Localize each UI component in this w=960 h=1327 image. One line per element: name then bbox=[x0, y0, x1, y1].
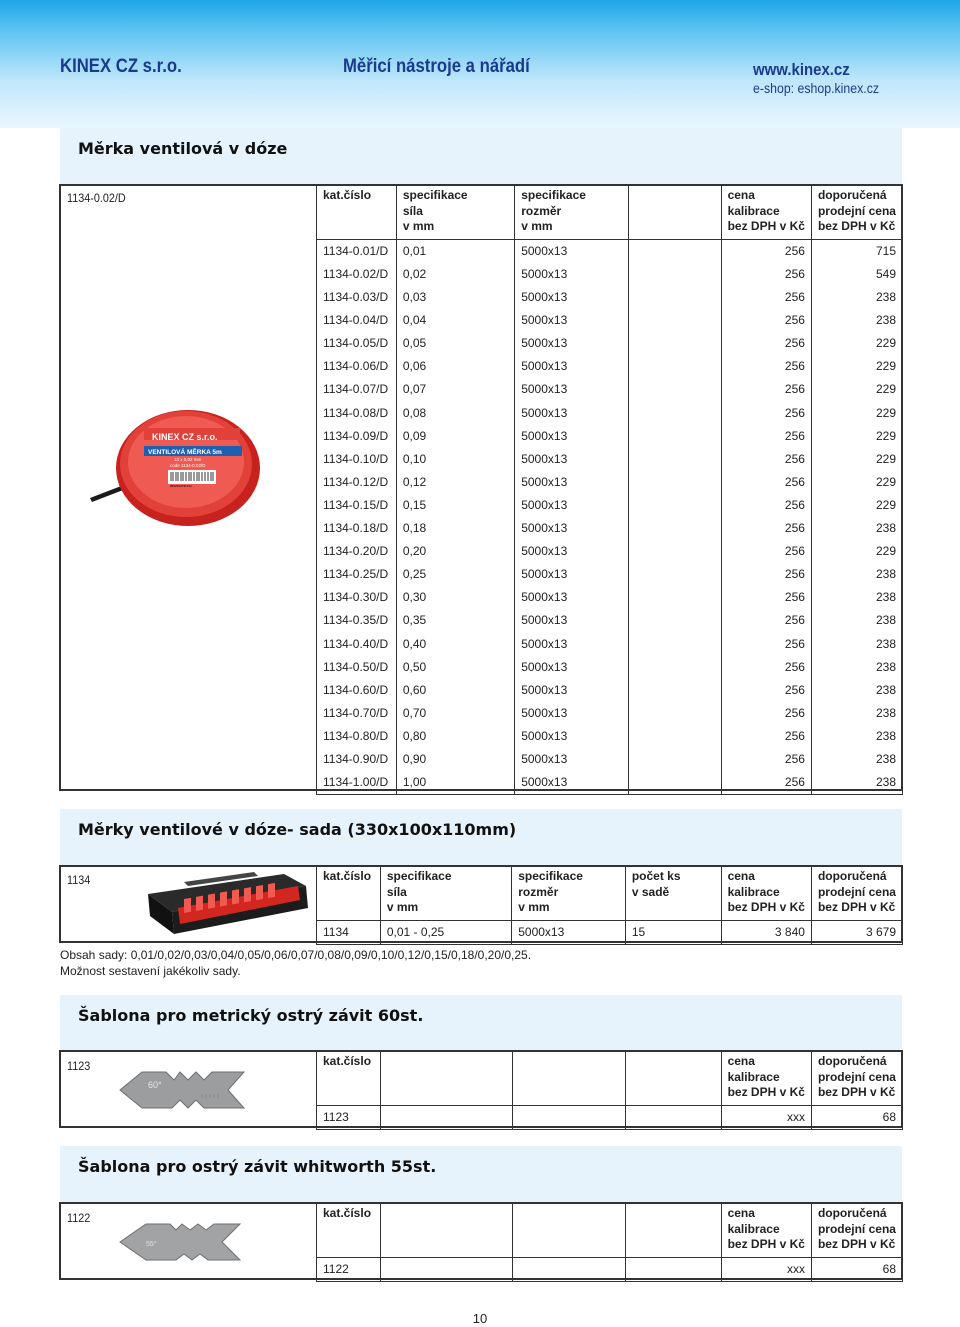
section-title-bar bbox=[60, 809, 902, 865]
table-cell bbox=[380, 1258, 512, 1282]
column-header: kat.číslo bbox=[317, 1203, 381, 1258]
table-cell: 0,15 bbox=[396, 494, 514, 517]
gauge-angle-text: 55° bbox=[146, 1241, 157, 1248]
table-cell: 256 bbox=[721, 771, 811, 795]
table-cell: 1134-0.40/D bbox=[317, 633, 397, 656]
table-cell: 256 bbox=[721, 263, 811, 286]
image-label: 1123 bbox=[67, 1059, 91, 1073]
column-header bbox=[625, 1051, 721, 1106]
column-header: specifikace síla v mm bbox=[380, 866, 511, 921]
table-cell: 229 bbox=[811, 425, 902, 448]
table-cell: 256 bbox=[721, 633, 811, 656]
table-cell: 1134-0.30/D bbox=[317, 586, 397, 609]
table-cell bbox=[625, 1258, 721, 1282]
thread-gauge-55-image bbox=[118, 1220, 244, 1264]
price-table bbox=[316, 865, 903, 945]
table-cell: 1134 bbox=[317, 921, 381, 945]
column-header: kat.číslo bbox=[317, 185, 397, 240]
table-cell: 256 bbox=[721, 240, 811, 264]
table-cell: 0,18 bbox=[396, 517, 514, 540]
table-cell: 1134-0.01/D bbox=[317, 240, 397, 264]
table-cell: 229 bbox=[811, 448, 902, 471]
table-cell bbox=[625, 1106, 721, 1130]
table-cell: 256 bbox=[721, 355, 811, 378]
table-cell bbox=[512, 1258, 625, 1282]
table-cell: 0,20 bbox=[396, 540, 514, 563]
table-cell: 5000x13 bbox=[515, 378, 629, 401]
section-title: Šablona pro metrický ostrý závit 60st. bbox=[78, 1006, 424, 1025]
section-title-bar bbox=[60, 995, 902, 1051]
column-header: kat.číslo bbox=[317, 1051, 381, 1106]
table-cell: 256 bbox=[721, 494, 811, 517]
table-cell bbox=[380, 1106, 512, 1130]
table-cell: 0,09 bbox=[396, 425, 514, 448]
table-cell: 1134-0.09/D bbox=[317, 425, 397, 448]
column-header: specifikace rozměr v mm bbox=[512, 866, 626, 921]
table-cell: 1134-1.00/D bbox=[317, 771, 397, 795]
table-cell bbox=[628, 679, 721, 702]
valve-gauge-tin-image bbox=[82, 398, 262, 528]
table-row bbox=[317, 748, 903, 771]
table-cell: 256 bbox=[721, 609, 811, 632]
table-row bbox=[317, 563, 903, 586]
table-cell bbox=[628, 725, 721, 748]
table-cell: 1134-0.06/D bbox=[317, 355, 397, 378]
table-cell: 5000x13 bbox=[515, 494, 629, 517]
website-link[interactable]: www.kinex.cz bbox=[753, 60, 850, 79]
table-cell: 0,25 bbox=[396, 563, 514, 586]
table-cell: 0,80 bbox=[396, 725, 514, 748]
table-cell: 1134-0.18/D bbox=[317, 517, 397, 540]
table-cell: 256 bbox=[721, 656, 811, 679]
table-cell: 256 bbox=[721, 448, 811, 471]
table-cell bbox=[628, 517, 721, 540]
column-header bbox=[380, 1051, 512, 1106]
column-header: doporučená prodejní cena bez DPH v Kč bbox=[811, 1051, 902, 1106]
table-cell: 1134-0.20/D bbox=[317, 540, 397, 563]
table-cell: 3 679 bbox=[811, 921, 902, 945]
table-cell: 5000x13 bbox=[515, 402, 629, 425]
table-row bbox=[317, 425, 903, 448]
table-cell: 5000x13 bbox=[515, 286, 629, 309]
table-cell: 256 bbox=[721, 679, 811, 702]
table-cell bbox=[628, 609, 721, 632]
table-row bbox=[317, 656, 903, 679]
table-cell: 68 bbox=[811, 1258, 902, 1282]
table-cell: 0,40 bbox=[396, 633, 514, 656]
table-cell: 0,50 bbox=[396, 656, 514, 679]
table-cell: 229 bbox=[811, 494, 902, 517]
table-cell: 1134-0.03/D bbox=[317, 286, 397, 309]
column-header bbox=[512, 1203, 625, 1258]
table-cell: 1134-0.60/D bbox=[317, 679, 397, 702]
column-header: kat.číslo bbox=[317, 866, 381, 921]
table-cell: 256 bbox=[721, 517, 811, 540]
table-cell: 1134-0.80/D bbox=[317, 725, 397, 748]
table-cell: 256 bbox=[721, 425, 811, 448]
table-cell: 1134-0.35/D bbox=[317, 609, 397, 632]
table-cell: 0,05 bbox=[396, 332, 514, 355]
table-cell: 238 bbox=[811, 286, 902, 309]
table-cell: 256 bbox=[721, 563, 811, 586]
section-title: Měrka ventilová v dóze bbox=[78, 139, 288, 158]
table-cell: 0,07 bbox=[396, 378, 514, 401]
table-row bbox=[317, 586, 903, 609]
image-label: 1122 bbox=[67, 1211, 91, 1225]
table-cell: 0,60 bbox=[396, 679, 514, 702]
table-cell: 1134-0.15/D bbox=[317, 494, 397, 517]
image-label: 1134-0.02/D bbox=[67, 191, 126, 205]
table-cell bbox=[628, 471, 721, 494]
table-cell: 238 bbox=[811, 725, 902, 748]
column-header bbox=[628, 185, 721, 240]
column-header: cena kalibrace bez DPH v Kč bbox=[721, 866, 811, 921]
column-header: doporučená prodejní cena bez DPH v Kč bbox=[811, 1203, 902, 1258]
table-cell: 1122 bbox=[317, 1258, 381, 1282]
column-header bbox=[625, 1203, 721, 1258]
table-cell: 5000x13 bbox=[515, 702, 629, 725]
table-cell: 0,30 bbox=[396, 586, 514, 609]
tin-brand: KINEX CZ s.r.o. bbox=[152, 432, 218, 442]
table-cell: 238 bbox=[811, 656, 902, 679]
table-cell bbox=[628, 286, 721, 309]
table-cell: 5000x13 bbox=[515, 725, 629, 748]
table-row bbox=[317, 517, 903, 540]
table-cell: 238 bbox=[811, 679, 902, 702]
column-header: počet ks v sadě bbox=[625, 866, 721, 921]
table-cell: 5000x13 bbox=[515, 771, 629, 795]
table-cell: 5000x13 bbox=[515, 586, 629, 609]
table-cell: 1134-0.05/D bbox=[317, 332, 397, 355]
column-header bbox=[380, 1203, 512, 1258]
table-cell bbox=[628, 656, 721, 679]
set-contents-note: Obsah sady: 0,01/0,02/0,03/0,04/0,05/0,06/0,07/0,08/0,09/0,10/0,12/0,15/0,18/0,20/0,25. bbox=[60, 948, 532, 962]
table-cell: 0,01 bbox=[396, 240, 514, 264]
table-cell bbox=[628, 425, 721, 448]
table-cell bbox=[628, 240, 721, 264]
table-cell: 1134-0.07/D bbox=[317, 378, 397, 401]
tin-code: code 1134-0.02/D bbox=[170, 463, 206, 468]
table-row bbox=[317, 921, 903, 945]
table-cell bbox=[628, 586, 721, 609]
column-header bbox=[512, 1051, 625, 1106]
table-row bbox=[317, 378, 903, 401]
table-cell bbox=[628, 263, 721, 286]
table-cell: 238 bbox=[811, 748, 902, 771]
table-cell: 229 bbox=[811, 355, 902, 378]
table-row bbox=[317, 1258, 903, 1282]
table-row bbox=[317, 263, 903, 286]
column-header: cena kalibrace bez DPH v Kč bbox=[721, 185, 811, 240]
table-cell bbox=[628, 448, 721, 471]
table-cell: 5000x13 bbox=[515, 263, 629, 286]
table-cell: 15 bbox=[625, 921, 721, 945]
table-row bbox=[317, 471, 903, 494]
table-cell: 0,70 bbox=[396, 702, 514, 725]
table-cell: 256 bbox=[721, 286, 811, 309]
table-cell bbox=[628, 402, 721, 425]
table-cell: 5000x13 bbox=[515, 517, 629, 540]
table-cell: 5000x13 bbox=[512, 921, 626, 945]
table-cell bbox=[628, 771, 721, 795]
table-cell: 1134-0.70/D bbox=[317, 702, 397, 725]
table-cell: xxx bbox=[721, 1258, 811, 1282]
table-row bbox=[317, 240, 903, 264]
column-header: cena kalibrace bez DPH v Kč bbox=[721, 1203, 811, 1258]
gauge-angle-text: 60° bbox=[148, 1080, 162, 1090]
table-row bbox=[317, 286, 903, 309]
table-cell: 5000x13 bbox=[515, 448, 629, 471]
table-cell: 229 bbox=[811, 471, 902, 494]
tin-name: VENTILOVÁ MĚRKA 5m bbox=[148, 449, 222, 456]
table-cell: 5000x13 bbox=[515, 679, 629, 702]
table-cell: 5000x13 bbox=[515, 633, 629, 656]
table-cell: 5000x13 bbox=[515, 240, 629, 264]
table-row bbox=[317, 332, 903, 355]
table-cell: 1134-0.90/D bbox=[317, 748, 397, 771]
table-cell: 5000x13 bbox=[515, 355, 629, 378]
table-cell: 5000x13 bbox=[515, 609, 629, 632]
table-cell: 0,01 - 0,25 bbox=[380, 921, 511, 945]
table-cell: 1134-0.02/D bbox=[317, 263, 397, 286]
table-cell: 5000x13 bbox=[515, 425, 629, 448]
column-header: doporučená prodejní cena bez DPH v Kč bbox=[811, 185, 902, 240]
table-cell: 1134-0.50/D bbox=[317, 656, 397, 679]
table-cell: 0,35 bbox=[396, 609, 514, 632]
table-cell bbox=[628, 494, 721, 517]
table-cell: 238 bbox=[811, 609, 902, 632]
table-cell: 1,00 bbox=[396, 771, 514, 795]
table-cell: 238 bbox=[811, 563, 902, 586]
page-number: 10 bbox=[472, 1311, 488, 1326]
table-cell: 0,06 bbox=[396, 355, 514, 378]
table-cell: 256 bbox=[721, 725, 811, 748]
table-cell: 256 bbox=[721, 332, 811, 355]
table-cell: 229 bbox=[811, 332, 902, 355]
table-row bbox=[317, 725, 903, 748]
column-header: doporučená prodejní cena bez DPH v Kč bbox=[811, 866, 902, 921]
table-cell: 715 bbox=[811, 240, 902, 264]
section-title: Měrky ventilové v dóze- sada (330x100x110mm) bbox=[78, 820, 517, 839]
table-cell: 1123 bbox=[317, 1106, 381, 1130]
table-cell: 1134-0.25/D bbox=[317, 563, 397, 586]
table-cell: 256 bbox=[721, 540, 811, 563]
table-cell: 1134-0.10/D bbox=[317, 448, 397, 471]
page-header bbox=[0, 0, 960, 128]
table-cell: 5000x13 bbox=[515, 332, 629, 355]
table-cell: 256 bbox=[721, 378, 811, 401]
table-cell: 0,12 bbox=[396, 471, 514, 494]
table-cell: 238 bbox=[811, 771, 902, 795]
price-table bbox=[316, 1202, 903, 1282]
table-row bbox=[317, 309, 903, 332]
table-cell: 5000x13 bbox=[515, 748, 629, 771]
price-table bbox=[316, 184, 903, 795]
table-cell: 0,04 bbox=[396, 309, 514, 332]
table-cell: 5000x13 bbox=[515, 540, 629, 563]
table-cell: 238 bbox=[811, 586, 902, 609]
table-row bbox=[317, 1106, 903, 1130]
table-cell bbox=[628, 633, 721, 656]
table-row bbox=[317, 679, 903, 702]
section-title-bar bbox=[60, 1146, 902, 1202]
table-row bbox=[317, 540, 903, 563]
table-cell: 256 bbox=[721, 309, 811, 332]
table-row bbox=[317, 609, 903, 632]
table-cell: 1134-0.12/D bbox=[317, 471, 397, 494]
table-cell bbox=[628, 540, 721, 563]
table-cell: 5000x13 bbox=[515, 309, 629, 332]
table-cell bbox=[628, 702, 721, 725]
price-table bbox=[316, 1050, 903, 1130]
set-custom-note: Možnost sestavení jakékoliv sady. bbox=[60, 964, 241, 978]
table-cell bbox=[628, 563, 721, 586]
table-row bbox=[317, 702, 903, 725]
company-name: KINEX CZ s.r.o. bbox=[60, 56, 182, 77]
table-cell: 256 bbox=[721, 471, 811, 494]
table-cell: 0,03 bbox=[396, 286, 514, 309]
table-cell: 0,08 bbox=[396, 402, 514, 425]
table-cell: 229 bbox=[811, 402, 902, 425]
table-cell: xxx bbox=[721, 1106, 811, 1130]
table-cell: 238 bbox=[811, 517, 902, 540]
table-cell bbox=[628, 378, 721, 401]
column-header: cena kalibrace bez DPH v Kč bbox=[721, 1051, 811, 1106]
table-cell: 0,10 bbox=[396, 448, 514, 471]
table-cell bbox=[628, 309, 721, 332]
table-cell bbox=[512, 1106, 625, 1130]
table-cell: 68 bbox=[811, 1106, 902, 1130]
table-cell: 256 bbox=[721, 586, 811, 609]
section-title: Šablona pro ostrý závit whitworth 55st. bbox=[78, 1157, 437, 1176]
table-row bbox=[317, 633, 903, 656]
tin-size: 13 x 0,02 mm bbox=[174, 457, 202, 462]
table-cell: 229 bbox=[811, 378, 902, 401]
tagline: Měřicí nástroje a nářadí bbox=[343, 56, 530, 77]
table-cell: 256 bbox=[721, 748, 811, 771]
table-row bbox=[317, 355, 903, 378]
table-row bbox=[317, 448, 903, 471]
table-cell: 1134-0.08/D bbox=[317, 402, 397, 425]
table-cell: 1134-0.04/D bbox=[317, 309, 397, 332]
table-cell: 256 bbox=[721, 702, 811, 725]
table-cell: 5000x13 bbox=[515, 563, 629, 586]
column-header: specifikace rozměr v mm bbox=[515, 185, 629, 240]
table-cell: 3 840 bbox=[721, 921, 811, 945]
section-title-bar bbox=[60, 128, 902, 184]
table-cell: 0,90 bbox=[396, 748, 514, 771]
table-cell: 238 bbox=[811, 309, 902, 332]
table-cell: 5000x13 bbox=[515, 656, 629, 679]
table-row bbox=[317, 402, 903, 425]
table-row bbox=[317, 494, 903, 517]
table-cell bbox=[628, 748, 721, 771]
table-cell: 5000x13 bbox=[515, 471, 629, 494]
table-cell: 238 bbox=[811, 702, 902, 725]
table-cell: 0,02 bbox=[396, 263, 514, 286]
table-cell: 229 bbox=[811, 540, 902, 563]
table-cell: 256 bbox=[721, 402, 811, 425]
table-cell: 238 bbox=[811, 633, 902, 656]
table-cell bbox=[628, 332, 721, 355]
table-row bbox=[317, 771, 903, 795]
thread-gauge-60-image bbox=[118, 1068, 248, 1110]
column-header: specifikace síla v mm bbox=[396, 185, 514, 240]
table-cell: 549 bbox=[811, 263, 902, 286]
table-cell bbox=[628, 355, 721, 378]
eshop-link[interactable]: e-shop: eshop.kinex.cz bbox=[753, 80, 880, 96]
image-label: 1134 bbox=[67, 873, 91, 887]
valve-gauge-set-image bbox=[144, 868, 312, 938]
tin-barcode: 8592962031344 bbox=[170, 484, 192, 488]
